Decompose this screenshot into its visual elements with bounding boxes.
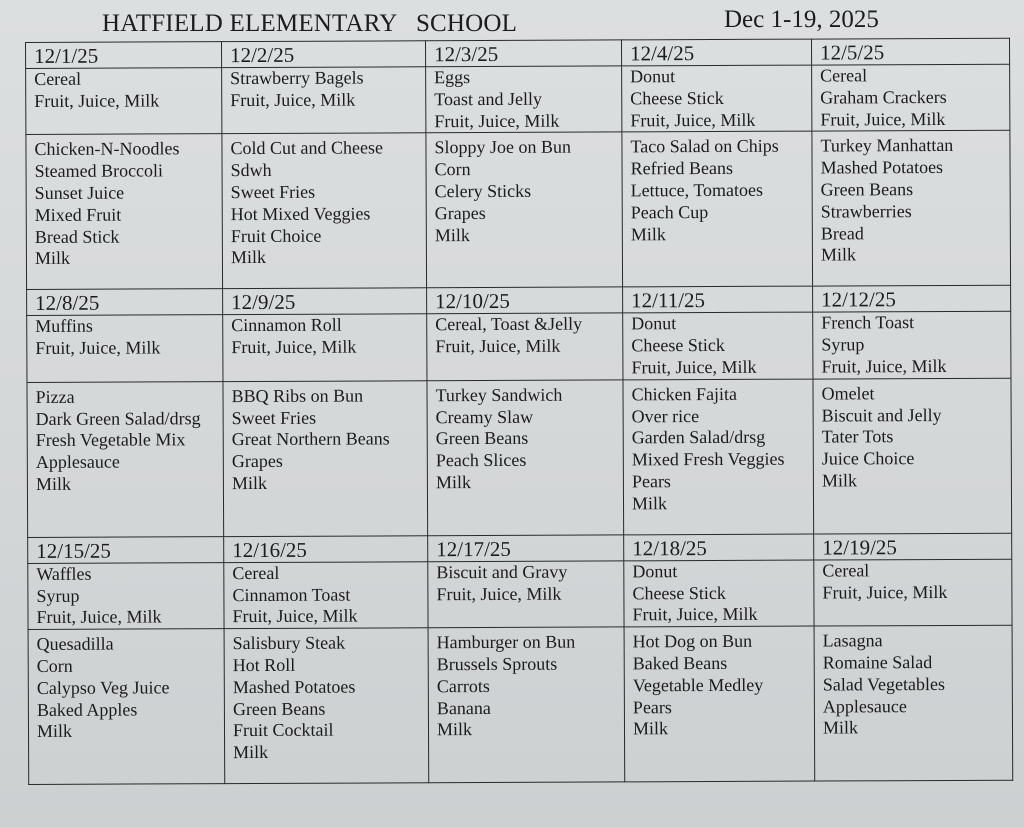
breakfast-item: Cinnamon Roll	[231, 315, 342, 336]
lunch-item: Pears	[631, 471, 671, 492]
lunch-item: Lasagna	[822, 630, 883, 651]
lunch-cell	[623, 379, 814, 535]
lunch-item: Milk	[233, 742, 269, 763]
breakfast-item: Fruit, Juice, Milk	[34, 90, 160, 111]
breakfast-item: Fruit, Juice, Milk	[632, 604, 758, 625]
lunch-item: Milk	[631, 492, 668, 514]
lunch-item: Dark Green Salad/drsg	[35, 407, 201, 429]
lunch-cell	[224, 628, 429, 784]
date-cell: 12/12/25	[813, 286, 1011, 313]
lunch-cell	[222, 133, 427, 289]
lunch-item: Taco Salad on Chips	[630, 136, 779, 157]
lunch-item: Milk	[230, 247, 267, 268]
breakfast-cell	[26, 68, 222, 135]
lunch-item: Strawberries	[820, 200, 912, 222]
breakfast-item: Fruit, Juice, Milk	[434, 110, 560, 131]
breakfast-cell	[622, 65, 812, 132]
lunch-item: Sweet Fries	[231, 407, 317, 428]
week-2-date-row	[27, 286, 1011, 316]
breakfast-item: Cinnamon Toast	[232, 584, 351, 605]
breakfast-item: Cereal	[232, 562, 280, 583]
menu-body	[26, 38, 1013, 784]
lunch-item: Pears	[632, 696, 672, 717]
date-cell: 12/9/25	[223, 288, 427, 315]
lunch-item: Green Beans	[435, 428, 529, 449]
breakfast-item: Fruit, Juice, Milk	[630, 109, 756, 130]
breakfast-item: Syrup	[36, 585, 80, 606]
breakfast-item: Cheese Stick	[630, 87, 724, 109]
lunch-cell	[813, 378, 1012, 534]
breakfast-item: Donut	[631, 313, 677, 334]
lunch-item: Peach Cup	[630, 201, 709, 223]
week-1-breakfast-row	[26, 64, 1010, 135]
lunch-item: Applesauce	[822, 695, 907, 717]
lunch-item: Carrots	[436, 675, 490, 696]
lunch-cell	[26, 134, 223, 290]
lunch-item: Hot Mixed Veggies	[230, 203, 371, 224]
lunch-item: Milk	[821, 470, 857, 491]
breakfast-item: French Toast	[821, 312, 915, 333]
breakfast-cell	[814, 559, 1012, 626]
breakfast-item: Syrup	[821, 334, 865, 355]
lunch-cell	[427, 380, 624, 536]
lunch-item: Milk	[35, 473, 71, 494]
lunch-item: Milk	[630, 223, 666, 244]
lunch-item: Sunset Juice	[34, 182, 125, 203]
lunch-item: Refried Beans	[630, 158, 734, 179]
lunch-item: Milk	[231, 472, 267, 494]
lunch-item: Pizza	[35, 386, 75, 407]
lunch-item: Romaine Salad	[822, 652, 933, 673]
lunch-cell	[28, 629, 225, 785]
breakfast-item: Fruit, Juice, Milk	[822, 581, 948, 603]
breakfast-item: Cereal, Toast &Jelly	[435, 313, 583, 335]
lunch-item: Sweet Fries	[230, 181, 316, 203]
lunch-item: Baked Beans	[632, 652, 728, 674]
breakfast-item: Biscuit and Gravy	[436, 561, 568, 582]
lunch-item: Fresh Vegetable Mix	[35, 429, 186, 451]
lunch-item: Milk	[434, 224, 470, 245]
breakfast-item: Fruit, Juice, Milk	[231, 336, 357, 358]
week-3-date-row	[28, 533, 1012, 563]
lunch-item: Milk	[435, 472, 471, 493]
lunch-item: Chicken-N-Noodles	[34, 138, 180, 160]
lunch-item: Grapes	[434, 202, 486, 223]
week-1-lunch-row	[26, 131, 1011, 290]
lunch-item: Hot Dog on Bun	[632, 631, 753, 652]
lunch-item: Creamy Slaw	[435, 406, 534, 427]
school-title: HATFIELD ELEMENTARY SCHOOL	[102, 10, 518, 37]
lunch-item: Banana	[436, 697, 491, 718]
breakfast-cell	[27, 315, 223, 382]
breakfast-cell	[813, 312, 1011, 379]
breakfast-cell	[428, 561, 624, 628]
date-cell: 12/3/25	[425, 40, 621, 67]
date-cell: 12/1/25	[26, 42, 222, 69]
lunch-item: Baked Apples	[36, 699, 138, 720]
lunch-item: Milk	[34, 248, 71, 269]
lunch-item: Milk	[820, 244, 856, 265]
lunch-item: Peach Slices	[435, 449, 527, 471]
week-2-breakfast-row	[27, 312, 1011, 383]
lunch-item: Salisbury Steak	[232, 632, 346, 654]
week-1-date-row	[26, 38, 1010, 68]
lunch-item: Garden Salad/drsg	[631, 427, 766, 448]
lunch-item: Cold Cut and Cheese	[230, 137, 383, 159]
lunch-item: Corn	[36, 655, 73, 676]
date-cell: 12/11/25	[623, 286, 813, 313]
lunch-item: Tater Tots	[821, 426, 894, 447]
lunch-item: Milk	[632, 718, 669, 739]
date-cell: 12/15/25	[28, 536, 224, 563]
breakfast-cell	[222, 67, 426, 134]
lunch-cell	[223, 381, 428, 537]
breakfast-item: Cereal	[822, 560, 870, 581]
lunch-item: Milk	[436, 719, 473, 740]
breakfast-cell	[426, 66, 622, 133]
lunch-item: Bread Stick	[34, 226, 120, 247]
lunch-item: Brussels Sprouts	[436, 653, 558, 675]
lunch-item: Bread	[820, 222, 864, 244]
date-cell: 12/5/25	[811, 38, 1009, 65]
breakfast-item: Eggs	[434, 67, 471, 88]
breakfast-item: Donut	[632, 560, 678, 582]
breakfast-cell	[28, 562, 224, 629]
lunch-item: Milk	[822, 717, 859, 738]
breakfast-cell	[223, 314, 427, 381]
lunch-item: Over rice	[631, 405, 700, 426]
breakfast-item: Cheese Stick	[632, 582, 726, 603]
breakfast-item: Toast and Jelly	[434, 88, 543, 110]
date-cell: 12/8/25	[27, 289, 223, 316]
date-cell: 12/19/25	[814, 533, 1012, 560]
lunch-item: Lettuce, Tomatoes	[630, 179, 764, 201]
breakfast-cell	[812, 64, 1010, 131]
breakfast-item: Fruit, Juice, Milk	[631, 356, 757, 378]
lunch-item: Fruit Choice	[230, 225, 322, 246]
breakfast-item: Fruit, Juice, Milk	[435, 335, 561, 357]
breakfast-item: Fruit, Juice, Milk	[232, 605, 358, 627]
lunch-item: Hot Roll	[232, 654, 296, 676]
lunch-item: Quesadilla	[36, 633, 114, 655]
lunch-cell	[812, 131, 1011, 287]
lunch-item: Celery Sticks	[434, 180, 532, 202]
lunch-item: Applesauce	[35, 451, 120, 473]
lunch-item: Hamburger on Bun	[436, 631, 576, 653]
breakfast-item: Fruit, Juice, Milk	[821, 355, 947, 377]
breakfast-cell	[427, 313, 623, 380]
breakfast-item: Cheese Stick	[631, 335, 725, 356]
lunch-cell	[426, 132, 623, 288]
breakfast-item: Fruit, Juice, Milk	[436, 583, 562, 604]
lunch-item: Grapes	[231, 451, 283, 472]
breakfast-item: Strawberry Bagels	[230, 67, 364, 89]
lunch-item: Mixed Fruit	[34, 204, 122, 225]
lunch-item: Biscuit and Jelly	[821, 404, 942, 426]
lunch-cell	[624, 626, 815, 782]
date-cell: 12/16/25	[224, 536, 428, 563]
lunch-item: Sdwh	[230, 160, 272, 181]
breakfast-item: Cereal	[34, 68, 82, 89]
lunch-cell	[428, 627, 625, 783]
lunch-item: Vegetable Medley	[632, 674, 764, 696]
lunch-item: Mixed Fresh Veggies	[631, 448, 785, 470]
lunch-item: Calypso Veg Juice	[36, 677, 170, 698]
lunch-cell	[27, 381, 224, 537]
date-cell: 12/2/25	[222, 41, 426, 68]
date-cell: 12/17/25	[428, 535, 624, 562]
breakfast-item: Fruit, Juice, Milk	[820, 108, 946, 130]
lunch-item: Chicken Fajita	[631, 383, 738, 405]
breakfast-cell	[624, 560, 814, 627]
breakfast-item: Muffins	[35, 316, 93, 337]
lunch-item: Great Northern Beans	[231, 428, 390, 450]
lunch-cell	[814, 625, 1013, 781]
week-3-lunch-row	[28, 625, 1013, 784]
lunch-item: Omelet	[821, 383, 875, 404]
breakfast-item: Fruit, Juice, Milk	[35, 337, 161, 359]
breakfast-item: Cereal	[820, 65, 868, 86]
lunch-item: Green Beans	[820, 179, 914, 200]
lunch-item: BBQ Ribs on Bun	[231, 385, 364, 406]
date-cell: 12/10/25	[427, 287, 623, 314]
lunch-item: Salad Vegetables	[822, 673, 945, 695]
breakfast-cell	[224, 562, 428, 629]
menu-table	[25, 38, 1013, 785]
date-range: Dec 1-19, 2025	[724, 6, 879, 33]
breakfast-item: Donut	[630, 66, 676, 87]
breakfast-cell	[623, 312, 813, 379]
lunch-item: Corn	[434, 159, 471, 180]
lunch-item: Fruit Cocktail	[232, 720, 334, 741]
lunch-cell	[622, 131, 813, 287]
lunch-item: Sloppy Joe on Bun	[434, 137, 572, 158]
lunch-item: Milk	[36, 721, 73, 742]
date-cell: 12/18/25	[624, 534, 814, 561]
breakfast-item: Fruit, Juice, Milk	[36, 606, 162, 628]
breakfast-item: Graham Crackers	[820, 86, 947, 108]
lunch-item: Green Beans	[232, 698, 326, 719]
week-2-lunch-row	[27, 378, 1012, 537]
lunch-item: Steamed Broccoli	[34, 160, 164, 182]
lunch-item: Turkey Sandwich	[435, 384, 563, 405]
date-cell: 12/4/25	[621, 39, 811, 66]
lunch-item: Turkey Manhattan	[820, 135, 954, 156]
week-3-breakfast-row	[28, 559, 1012, 630]
breakfast-item: Waffles	[36, 563, 92, 584]
lunch-item: Mashed Potatoes	[820, 157, 944, 178]
lunch-item: Mashed Potatoes	[232, 676, 356, 697]
breakfast-item: Fruit, Juice, Milk	[230, 89, 356, 110]
lunch-item: Juice Choice	[821, 448, 915, 469]
